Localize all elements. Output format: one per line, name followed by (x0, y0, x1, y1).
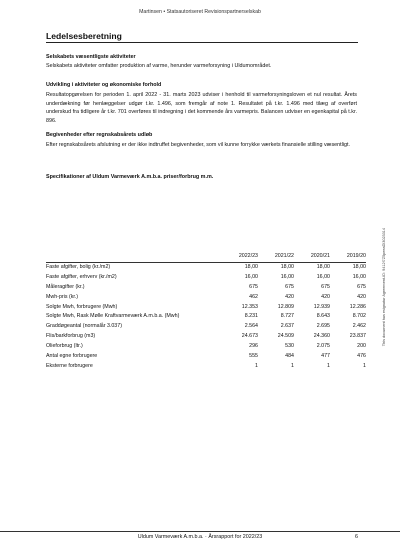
specs-header-row (46, 252, 366, 262)
col-header-2021-22: 2021/22 (258, 252, 294, 262)
cell-value: 462 (249, 293, 258, 300)
cell-value: 12.809 (277, 303, 294, 310)
row-label: Faste afgifter, erhverv (kr./m2) (46, 273, 117, 280)
section-title: Ledelsesberetning (46, 31, 122, 41)
cell-value: 675 (285, 283, 294, 290)
cell-value: 296 (249, 343, 258, 350)
cell-value: 420 (357, 293, 366, 300)
table-row (46, 303, 366, 313)
row-label: Olieforbrug (ltr.) (46, 343, 83, 350)
row-label: Solgte Mwh, forbrugere (Mwh) (46, 303, 118, 310)
cell-value: 16,00 (280, 273, 294, 280)
cell-value: 24.509 (277, 333, 294, 340)
esignature-side-note: This document has esignatur Agreement-ID: 9412f7Z5peeaDl3023314 (382, 228, 386, 347)
cell-value: 8.727 (280, 313, 294, 320)
cell-value: 24.673 (241, 333, 258, 340)
cell-value: 2.564 (244, 323, 258, 330)
cell-value: 1 (327, 362, 330, 369)
cell-value: 2.075 (316, 343, 330, 350)
cell-value: 2.637 (280, 323, 294, 330)
cell-value: 16,00 (244, 273, 258, 280)
table-row (46, 283, 366, 293)
paragraph-events: Efter regnskabsårets afslutning er der ikke indtruffet begivenheder, som vil kunne forrykke værkets finansielle stilling væsentligt. (46, 142, 351, 148)
cell-value: 2.695 (316, 323, 330, 330)
table-row (46, 362, 366, 372)
row-label: Måleragifter (kr.) (46, 283, 85, 290)
row-label: Eksterne forbrugere (46, 362, 93, 369)
cell-value: 555 (249, 353, 258, 360)
cell-value: 1 (255, 362, 258, 369)
table-row (46, 293, 366, 303)
table-row (46, 332, 366, 342)
row-label: Flis/barkforbrug (m3) (46, 333, 96, 340)
footer-divider (0, 531, 400, 532)
heading-development: Udvikling i aktiviteter og økonomiske forhold (46, 82, 162, 88)
cell-value: 12.939 (313, 303, 330, 310)
table-row (46, 273, 366, 283)
cell-value: 484 (285, 353, 294, 360)
col-header-2020-21: 2020/21 (294, 252, 330, 262)
cell-value: 16,00 (316, 273, 330, 280)
cell-value: 675 (249, 283, 258, 290)
cell-value: 23.837 (349, 333, 366, 340)
cell-value: 24.360 (313, 333, 330, 340)
cell-value: 18,00 (244, 263, 258, 270)
cell-value: 675 (321, 283, 330, 290)
cell-value: 530 (285, 343, 294, 350)
table-row (46, 342, 366, 352)
cell-value: 18,00 (280, 263, 294, 270)
cell-value: 18,00 (316, 263, 330, 270)
cell-value: 8.702 (352, 313, 366, 320)
specs-table (46, 252, 366, 372)
paragraph-development: Resultatopgørelsen for perioden 1. april 2022 - 31. marts 2023 udviser i henhold til varmeforsyningsloven et nul resultat. Årets underdækning før henlæggelser udgør t.kr. 1.496, som fremgår af note 1. Resultatet på t.kr. 1.496 med tilæg af overført underskud fra tidligere år t.kr. 701 overføres til indregning i det kommende års varmepris. Balancen udviser en egenkapital på t.kr. 896. (46, 92, 357, 124)
row-label: Faste afgifter, bolig (kr./m2) (46, 263, 111, 270)
heading-activities: Selskabets væsentligste aktiviteter (46, 54, 136, 60)
table-row (46, 322, 366, 332)
cell-value: 420 (321, 293, 330, 300)
footer-title: Uldum Varmeværk A.m.b.a. · Årsrapport for 2022/23 (137, 534, 263, 540)
page-number: 6 (355, 534, 358, 540)
cell-value: 1 (291, 362, 294, 369)
page-header: Martinsen • Statsautoriseret Revisionspartnerselskab (139, 9, 261, 15)
cell-value: 16,00 (352, 273, 366, 280)
paragraph-activities: Selskabets aktiviteter omfatter produktion af varme, herunder varmeforsyning i Uldumområdet. (46, 63, 272, 69)
col-header-2019-20: 2019/20 (330, 252, 366, 262)
table-row (46, 312, 366, 322)
col-header-2022-23: 2022/23 (222, 252, 258, 262)
row-label: Mwh-pris (kr.) (46, 293, 79, 300)
cell-value: 675 (357, 283, 366, 290)
cell-value: 8.643 (316, 313, 330, 320)
cell-value: 2.462 (352, 323, 366, 330)
cell-value: 8.231 (244, 313, 258, 320)
header-label-cell (46, 252, 222, 262)
cell-value: 476 (357, 353, 366, 360)
cell-value: 12.286 (349, 303, 366, 310)
cell-value: 420 (285, 293, 294, 300)
cell-value: 12.353 (241, 303, 258, 310)
cell-value: 1 (363, 362, 366, 369)
table-row (46, 352, 366, 362)
row-label: Solgte Mwh, Rask Mølle Kraftvarmeværk A.m.b.a. (Mwh) (46, 313, 180, 320)
specs-heading: Specifikationer af Uldum Varmeværk A.m.b.a. priser/forbrug m.m. (46, 174, 214, 180)
cell-value: 18,00 (352, 263, 366, 270)
heading-events: Begivenheder efter regnskabsårets udløb (46, 132, 153, 138)
row-label: Antal egne forbrugere (46, 353, 98, 360)
cell-value: 200 (357, 343, 366, 350)
table-row (46, 262, 366, 272)
title-divider (46, 42, 358, 43)
cell-value: 477 (321, 353, 330, 360)
row-label: Graddøgeantal (normalår 3.037) (46, 323, 122, 330)
